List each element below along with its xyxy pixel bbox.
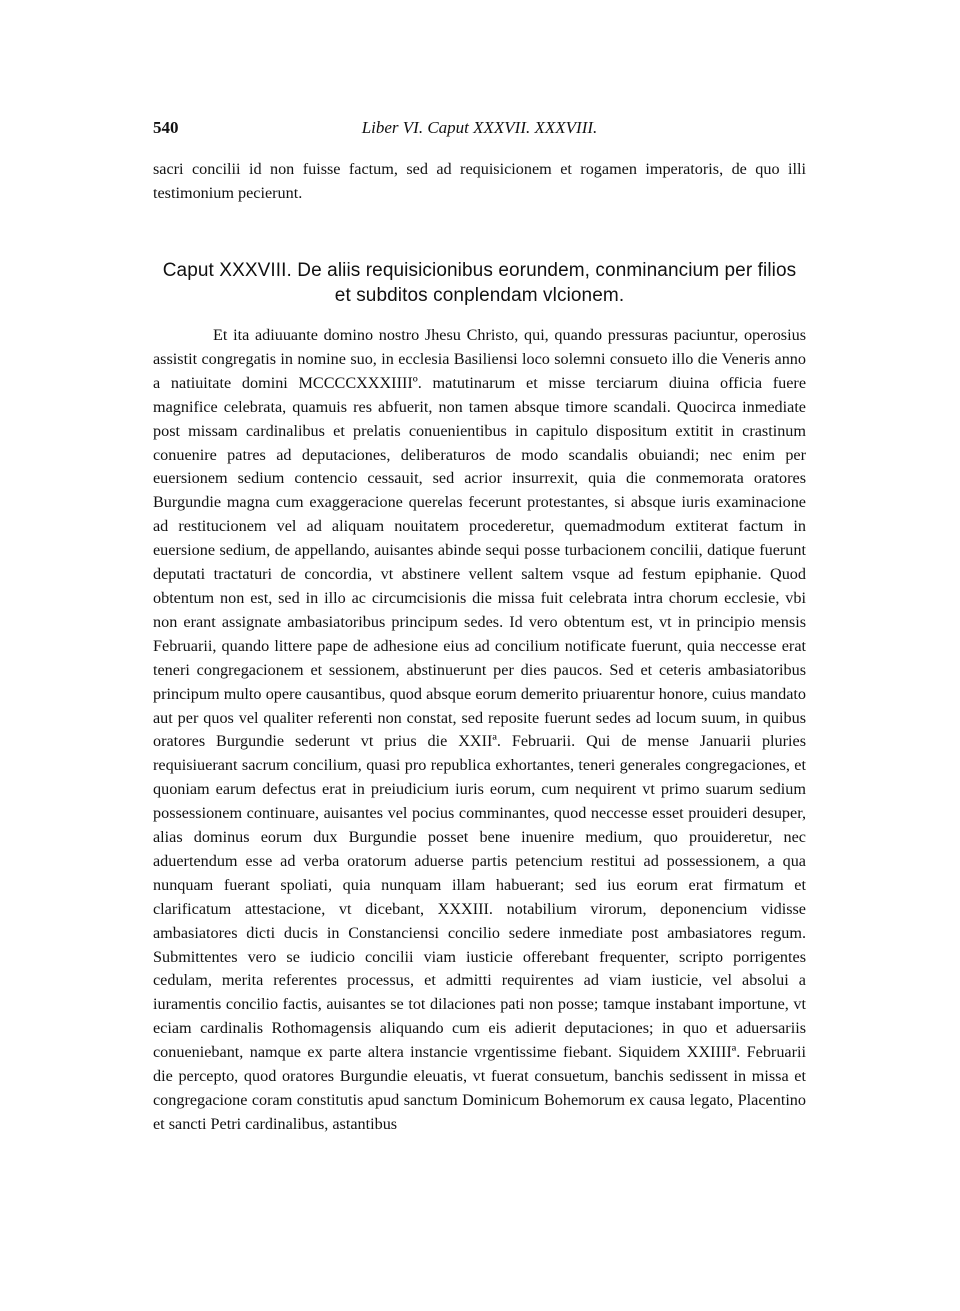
- chapter-heading: Caput XXXVIII. De aliis requisicionibus eorundem, conminancium per filios et subditos conplendam vlcionem.: [162, 260, 797, 306]
- chapter-body-paragraph: Et ita adiuuante domino nostro Jhesu Christo, qui, quando pressuras paciuntur, operosius assistit congregatis in nomine suo, in ecclesia Basiliensi loco solemni consueto illo die Veneris anno a natiuitate domini MCCCCXXXIIIIº. matutinarum et misse terciarum diuina officia fuere magnifice celebrata, quamuis res abfuerit, non tamen absque timore scandali. Quocirca inmediate post missam cardinalibus et prelatis conuenientibus in capitulo dispositum extitit in crastinum conuenire patres ad deputaciones, deliberaturos de modo scandalis obuiandi; nec enim per euersionem sedium contencio cessauit, sed acrior insurrexit, quia die conmemorata oratores Burgundie magna cum exaggeracione querelas fecerunt protestantes, si absque iuris examinacione ad restitucionem vel ad aliquam nouitatem procederetur, quemadmodum extiterat factum in euersione sedium, de appellando, auisantes abinde sequi posse turbacionem concilii, datique fuerunt deputati tractaturi de concordia, vt abstinere vellent saltem vsque ad festum epiphanie. Quod obtentum non est, sed in illo ac circumcisionis die missa fuit celebrata intra chorum ecclesie, vbi non erant assignate ambasiatoribus principum sedes. Id vero obtentum est, vt in principio mensis Februarii, quando littere pape de adhesione eius ad concilium notificate fuerunt, quia neccesse erat teneri congregacionem et sessionem, abstinuerunt per dies paucos. Sed et ceteris ambasiatoribus principum multo opere causantibus, quod absque eorum demerito priuarentur honore, cuius mandato aut per quos vel qualiter referenti non constat, sed reposite fuerunt sedes ad locum suum, in quibus oratores Burgundie sederunt vt prius die XXIIª. Februarii. Qui de mense Januarii pluries requisiuerant sacrum concilium, quasi pro republica exhortantes, teneri generales congregaciones, et quoniam earum defectus erat in preiudicium iuris eorum, cum nequirent vt primo suarum sedium possessionem continuare, auisantes vel pocius comminantes, quod neccesse esset prouideri desuper, alias dominus eorum dux Burgundie posset bene inuenire medium, quo prouideretur, nec aduertendum esse ad verba oratorum aduerse partis petencium restitui ad possessionem, a qua nunquam fuerant spoliati, quia nunquam illam habuerant; sed ius eorum erat firmatum et clarificatum attestacione, vt dicebant, XXXIII. notabilium virorum, deponencium vidisse ambasiatores dicti ducis in Constanciensi concilio sedere inmediate post ambasiatores regum. Submittentes vero se iudicio concilii viam iusticie offerebant frequenter, scripto porrigentes cedulam, merita referentes processus, et admitti requirentes ad viam iusticie, vel absolui a iuramentis concilio factis, auisantes se tot dilaciones pati non posse; tamque instabant importune, vt eciam cardinalis Rothomagensis aliquando cum eis adierit deputaciones; in quo et aduersariis conueniebant, namque ex parte altera instancie vrgentissime fiebant. Siquidem XXIIIIª. Februarii die percepto, quod oratores Burgundie eleuatis, vt fuerat consuetum, banchis sedissent in missa et congregacione coram constitutis apud sanctum Dominicum Bohemorum ex causa legato, Placentino et sancti Petri cardinalibus, astantibus: [153, 326, 806, 1133]
- continuation-paragraph: sacri concilii id non fuisse factum, sed ad requisicionem et rogamen imperatoris, de quo illi testimonium pecierunt.: [153, 160, 806, 202]
- page-header: [153, 118, 806, 146]
- continuation-paragraph-block: [153, 158, 806, 206]
- chapter-body-block: [153, 324, 806, 1137]
- running-head: Liber VI. Caput XXXVII. XXXVIII.: [361, 118, 598, 137]
- page-number: 540: [153, 118, 179, 137]
